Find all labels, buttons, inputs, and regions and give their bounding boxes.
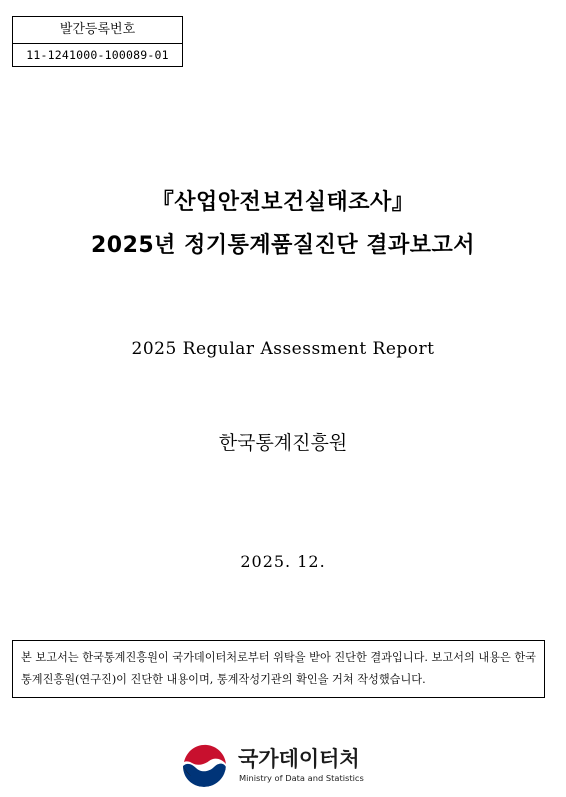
report-subtitle-english: 2025 Regular Assessment Report xyxy=(131,339,435,359)
ministry-name-english: Ministry of Data and Statistics xyxy=(239,773,364,783)
notice-box: 본 보고서는 한국통계진흥원이 국가데이터처로부터 위탁을 받아 진단한 결과입니다. 보고서의 내용은 한국통계진흥원(연구진)이 진단한 내용이며, 통계작성기관의 확인을 거쳐 작성했습니다. xyxy=(12,640,545,698)
report-title-line1: 『산업안전보건실태조사』 xyxy=(151,190,415,215)
ministry-name: 국가데이터처 xyxy=(238,747,360,771)
publication-number-box xyxy=(12,16,183,67)
report-title-line2: 2025년 정기통계품질진단 결과보고서 xyxy=(90,233,476,258)
publication-number-value: 11-1241000-100089-01 xyxy=(26,48,169,62)
ministry-logo xyxy=(181,740,391,790)
organization-name: 한국통계진흥원 xyxy=(218,432,348,454)
taegeuk-emblem-icon xyxy=(181,742,227,788)
publication-number-label: 발간등록번호 xyxy=(13,17,182,44)
publication-date: 2025. 12. xyxy=(240,552,326,571)
